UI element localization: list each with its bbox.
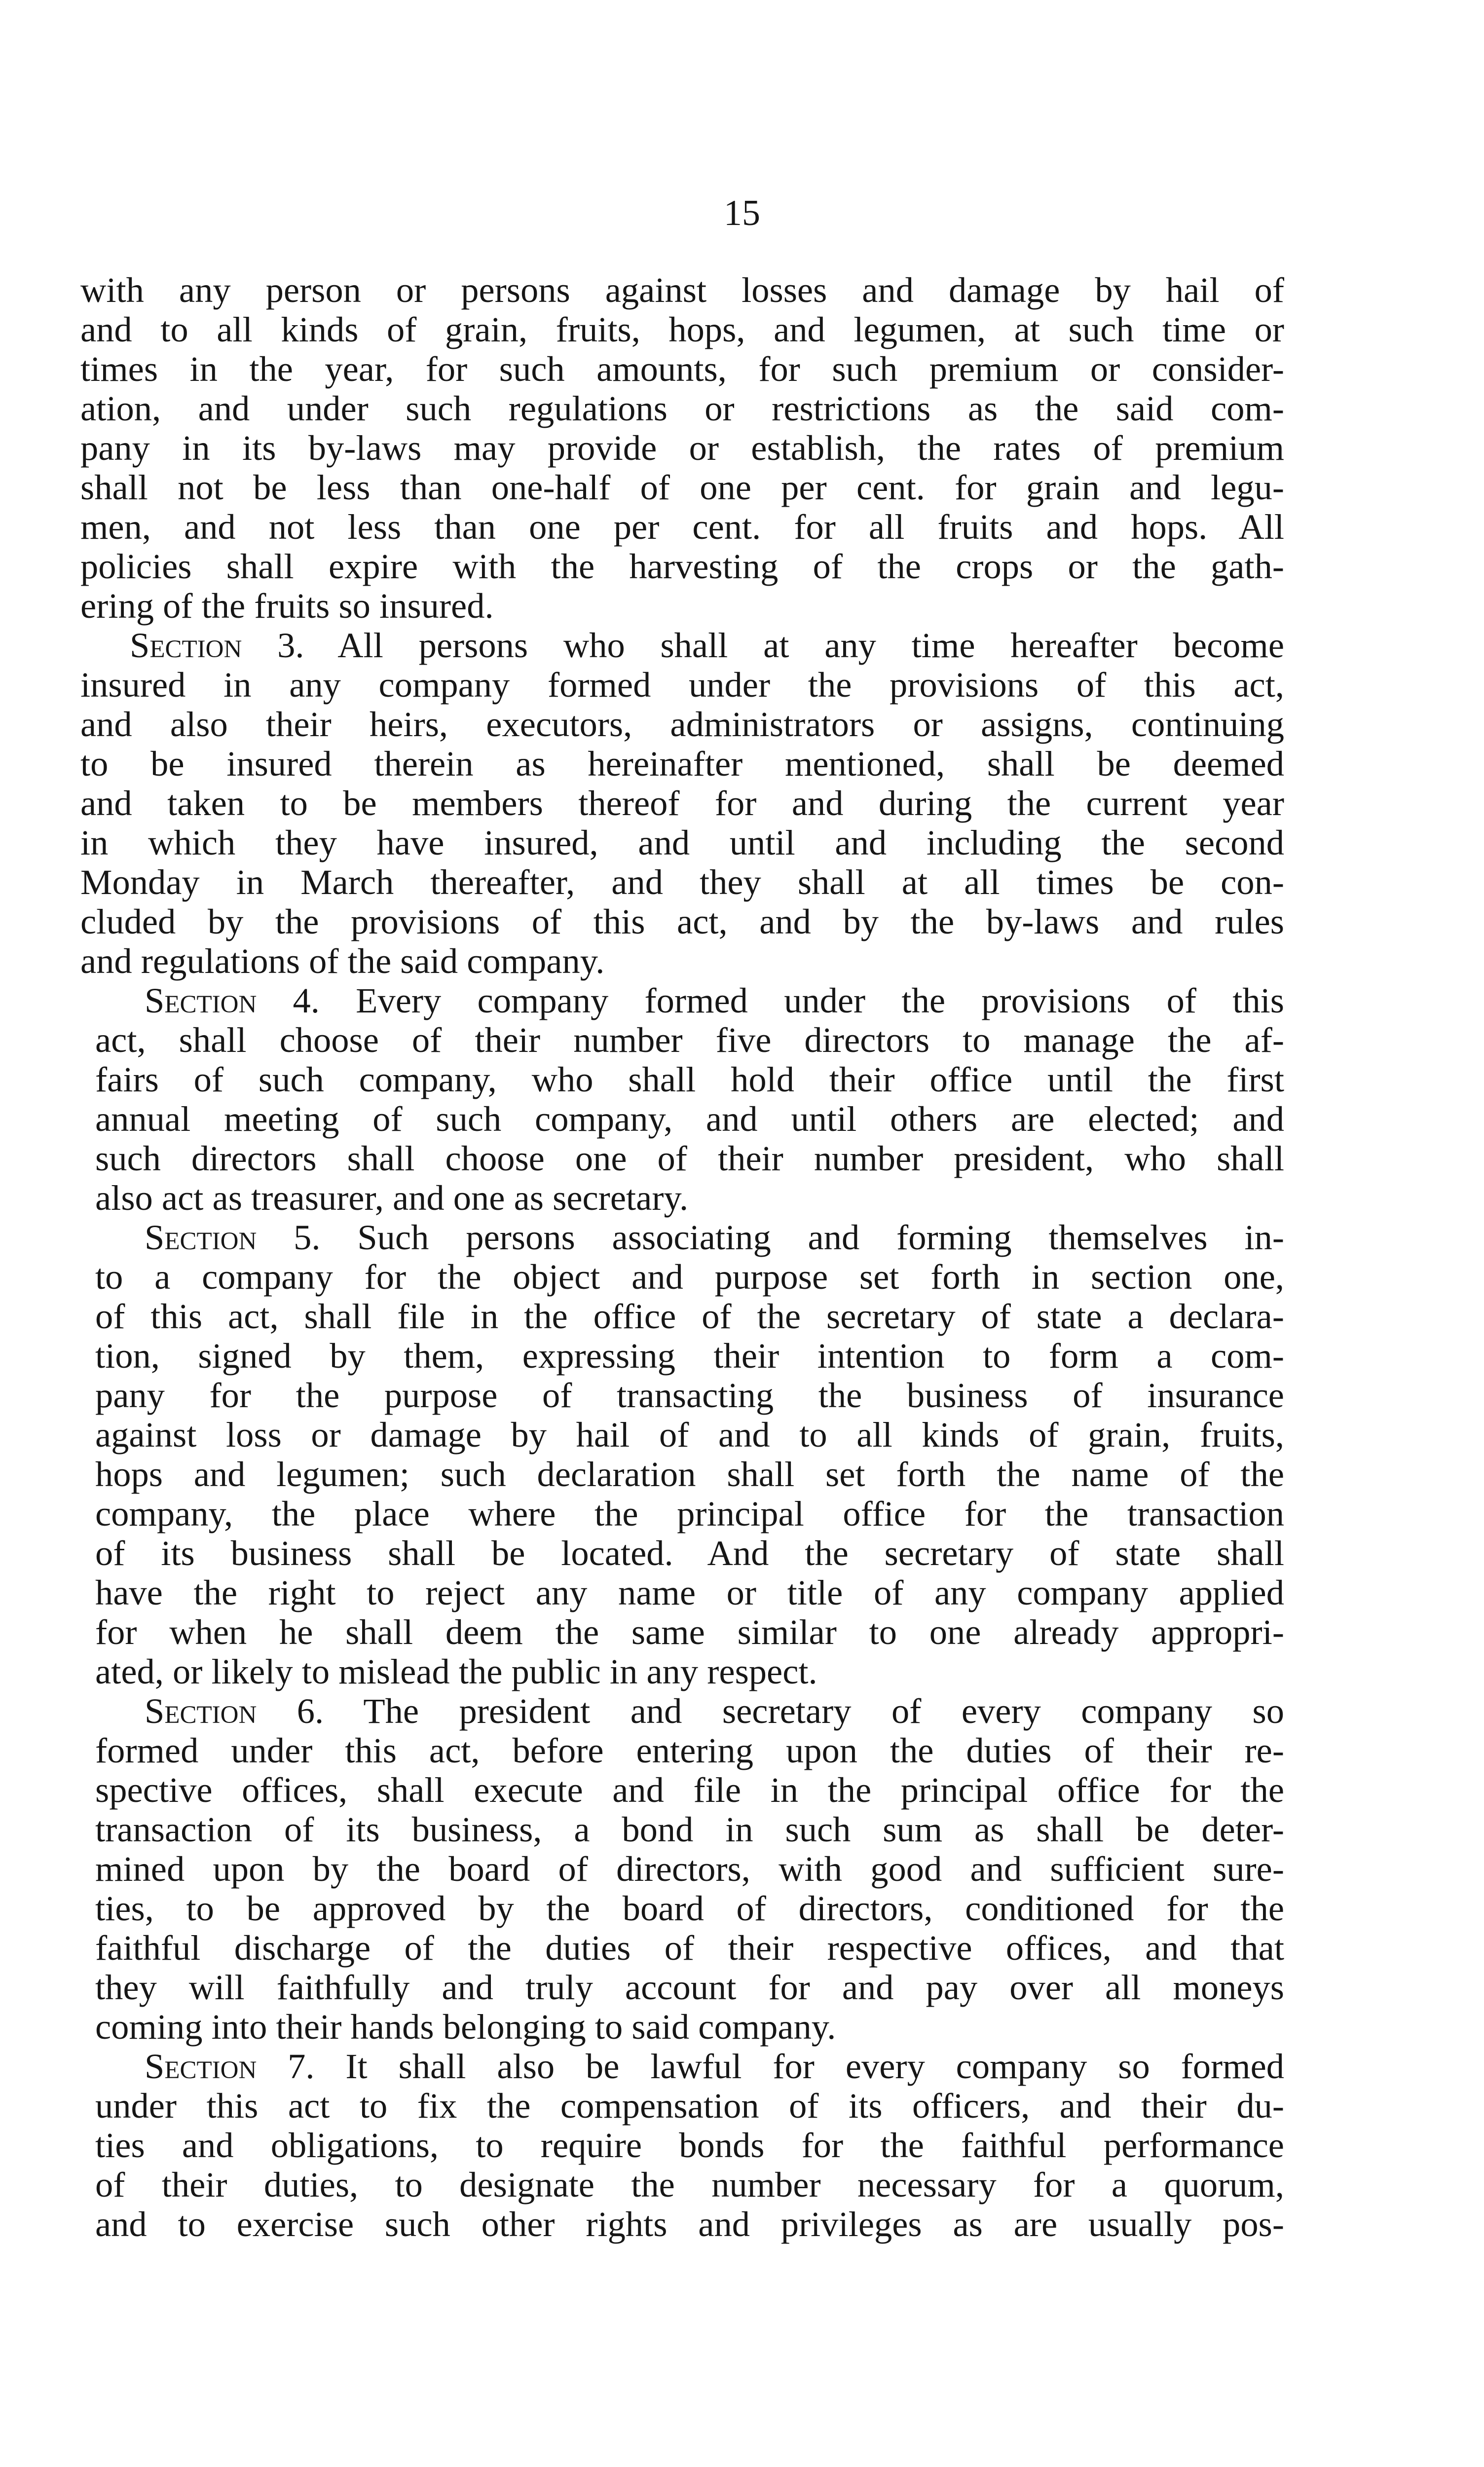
text-line: of its business shall be located. And the secretary of state shall: [95, 1533, 1284, 1573]
text-line: and to all kinds of grain, fruits, hops, and legumen, at such time or: [80, 309, 1284, 349]
section-5-first-line: [95, 1218, 1284, 1257]
text-line: formed under this act, before entering upon the duties of their re-: [95, 1730, 1284, 1770]
text-line: annual meeting of such company, and until others are elected; and: [95, 1099, 1284, 1139]
text-line: policies shall expire with the harvesting of the crops or the gath-: [80, 546, 1284, 586]
text-line: company, the place where the principal office for the transaction: [95, 1494, 1284, 1533]
text-line: spective offices, shall execute and file in the principal office for the: [95, 1770, 1284, 1810]
text-line: act, shall choose of their number five directors to manage the af-: [95, 1020, 1284, 1060]
text-line: times in the year, for such amounts, for such premium or consider-: [80, 349, 1284, 389]
text-line: and to exercise such other rights and privileges as are usually pos-: [95, 2204, 1284, 2244]
section-label: Section: [145, 1691, 257, 1731]
text-line: shall not be less than one-half of one per cent. for grain and legu-: [80, 467, 1284, 507]
text-line: ering of the fruits so insured.: [80, 586, 494, 626]
text-line: of this act, shall file in the office of the secretary of state a declara-: [95, 1296, 1284, 1336]
text-line: hops and legumen; such declaration shall set forth the name of the: [95, 1454, 1284, 1494]
text-line: and taken to be members thereof for and during the current year: [80, 783, 1284, 823]
text-line: fairs of such company, who shall hold their office until the first: [95, 1059, 1284, 1099]
section-label: Section: [130, 625, 242, 665]
text-line: also act as treasurer, and one as secretary.: [95, 1178, 689, 1218]
section-text: 3. All persons who shall at any time hereafter become: [277, 625, 1284, 665]
text-line: such directors shall choose one of their number president, who shall: [95, 1138, 1284, 1178]
section-label: Section: [145, 1217, 257, 1257]
text-line: they will faithfully and truly account for and pay over all moneys: [95, 1967, 1284, 2007]
text-line: insured in any company formed under the provisions of this act,: [80, 665, 1284, 705]
text-line: pany for the purpose of transacting the business of insurance: [95, 1375, 1284, 1415]
text-line: in which they have insured, and until and including the second: [80, 822, 1284, 862]
text-line: faithful discharge of the duties of their respective offices, and that: [95, 1928, 1284, 1968]
section-4-first-line: [95, 981, 1284, 1020]
text-line: transaction of its business, a bond in such sum as shall be deter-: [95, 1809, 1284, 1849]
section-label: Section: [145, 2046, 257, 2086]
section-text: 7. It shall also be lawful for every company so formed: [288, 2046, 1284, 2086]
text-line: cluded by the provisions of this act, and by the by-laws and rules: [80, 901, 1284, 941]
text-line: with any person or persons against losses and damage by hail of: [80, 270, 1284, 310]
text-line: tion, signed by them, expressing their intention to form a com-: [95, 1336, 1284, 1376]
text-line: and also their heirs, executors, administrators or assigns, continuing: [80, 704, 1284, 744]
text-line: mined upon by the board of directors, with good and sufficient sure-: [95, 1849, 1284, 1889]
text-line: against loss or damage by hail of and to all kinds of grain, fruits,: [95, 1415, 1284, 1455]
text-line: men, and not less than one per cent. for all fruits and hops. All: [80, 507, 1284, 547]
section-6-first-line: [95, 1691, 1284, 1731]
section-3-first-line: [80, 626, 1284, 665]
section-text: 5. Such persons associating and forming themselves in-: [294, 1217, 1284, 1257]
section-text: 6. The president and secretary of every company so: [297, 1691, 1285, 1731]
text-line: to be insured therein as hereinafter mentioned, shall be deemed: [80, 744, 1284, 784]
text-line: have the right to reject any name or title of any company applied: [95, 1572, 1284, 1612]
text-line: and regulations of the said company.: [80, 941, 605, 981]
section-7-first-line: [95, 2047, 1284, 2086]
text-line: for when he shall deem the same similar to one already appropri-: [95, 1612, 1284, 1652]
page-number: 15: [724, 193, 760, 233]
text-line: of their duties, to designate the number necessary for a quorum,: [95, 2165, 1284, 2205]
text-line: to a company for the object and purpose set forth in section one,: [95, 1257, 1284, 1297]
body-text: [80, 270, 1284, 2244]
text-line: coming into their hands belonging to said company.: [95, 2007, 836, 2047]
section-label: Section: [145, 980, 257, 1020]
text-line: ties, to be approved by the board of directors, conditioned for the: [95, 1888, 1284, 1928]
text-line: pany in its by-laws may provide or establish, the rates of premium: [80, 428, 1284, 468]
text-line: Monday in March thereafter, and they shall at all times be con-: [80, 862, 1284, 902]
section-text: 4. Every company formed under the provisions of this: [293, 980, 1284, 1020]
text-line: ated, or likely to mislead the public in any respect.: [95, 1651, 817, 1691]
text-line: ties and obligations, to require bonds for the faithful performance: [95, 2125, 1284, 2165]
text-line: ation, and under such regulations or restrictions as the said com-: [80, 388, 1284, 428]
text-line: under this act to fix the compensation of its officers, and their du-: [95, 2086, 1284, 2126]
